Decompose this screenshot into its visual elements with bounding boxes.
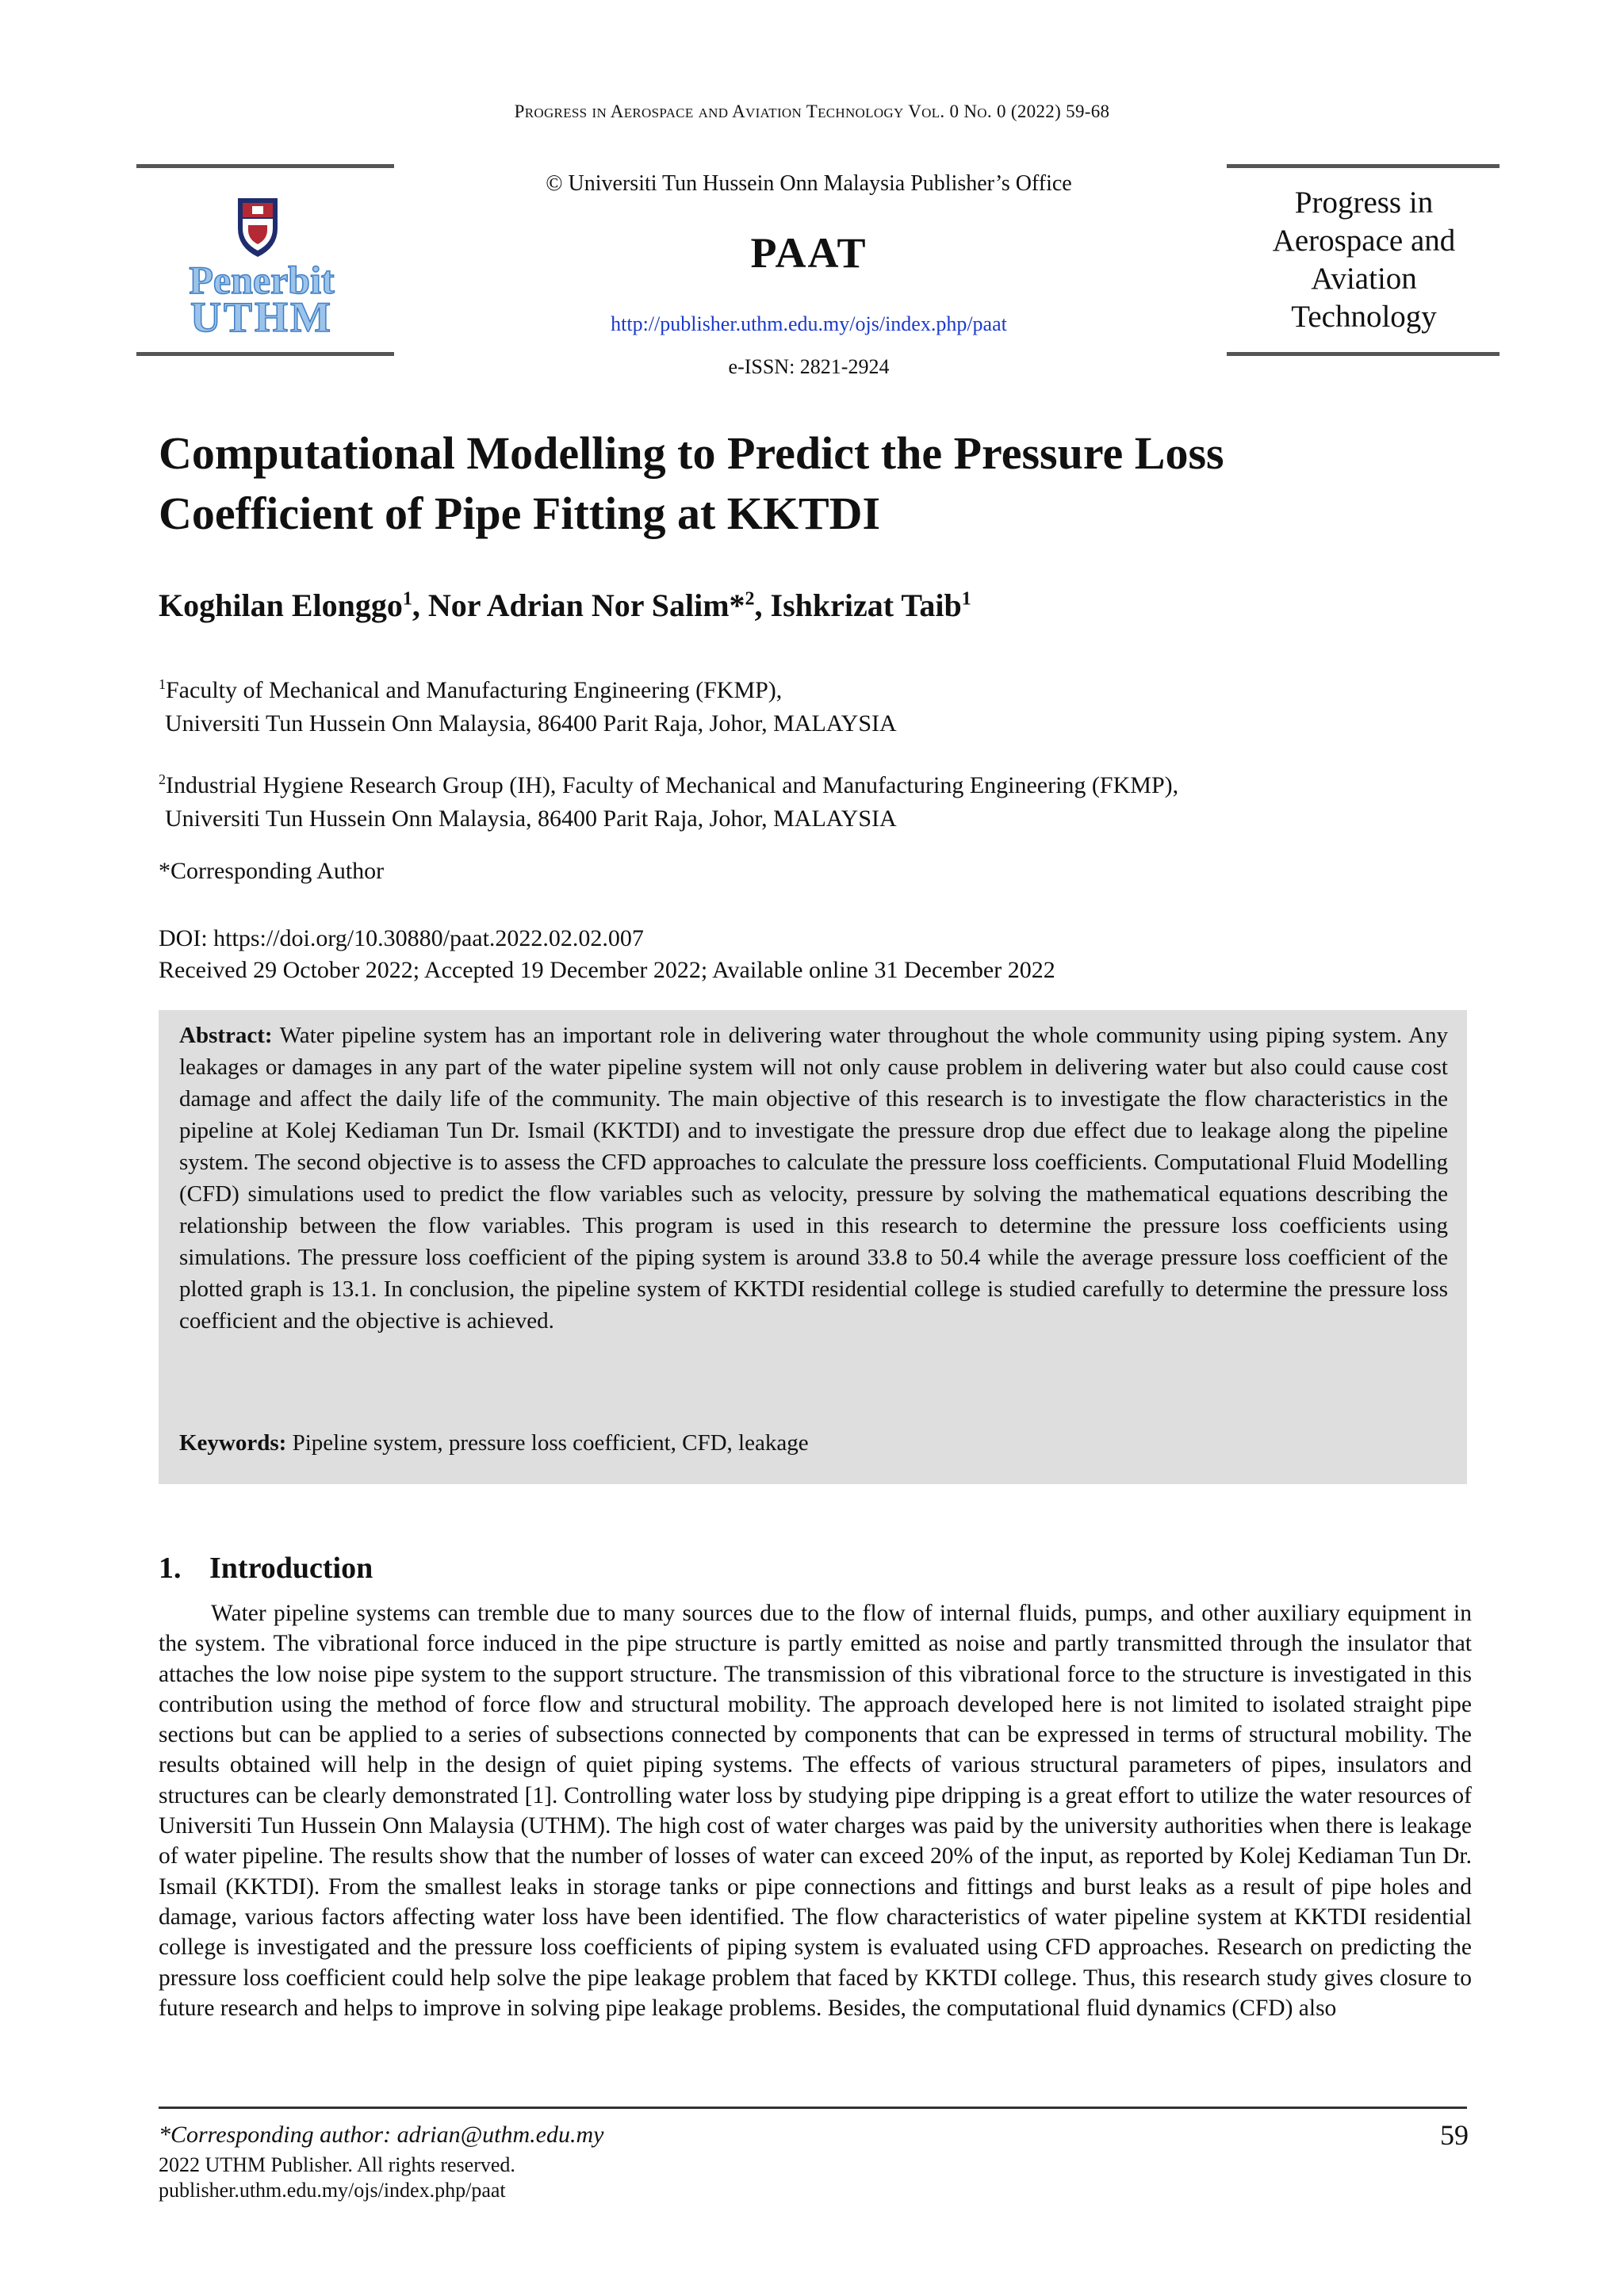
affiliation-sup: 1 <box>159 676 166 692</box>
publisher-logo-graphic <box>136 190 398 349</box>
introduction-paragraph: Water pipeline systems can tremble due to many sources due to the flow of internal fluids, pumps, and other auxiliary equipment in the system. The vibrational force induced in the pipe structure is partly emitted as noise and partly transmitted through the insulator that attaches the low noise pipe system to the support structure. The transmission of this vibrational force to the structure is investigated in this contribution using the method of force flow and structural mobility. The approach developed here is not limited to isolated straight pipe sections but can be applied to a series of subsections connected by components that can be expressed in terms of structural mobility. The results obtained will help in the design of quiet piping systems. The effects of various structural parameters of pipes, insulators and structures can be clearly demonstrated [1]. Controlling water loss by studying pipe dripping is a great effort to utilize the water resources of Universiti Tun Hussein Onn Malaysia (UTHM). The high cost of water charges was paid by the university authorities when there is leakage of water pipeline. The results show that the number of losses of water can exceed 20% of the input, as reported by Kolej Kediaman Tun Dr. Ismail (KKTDI). From the smallest leaks in storage tanks or pipe connections and fittings and burst leaks as a result of pipe holes and damage, various factors affecting water loss have been identified. The flow characteristics of water pipeline system at KKTDI residential college is investigated and the pressure loss coefficients of piping system is evaluated using CFD approaches. Research on predicting the pressure loss coefficient could help solve the pipe leakage problem that faced by KKTDI college. Thus, this research study gives closure to future research and helps to improve in solving pipe leakage problems. Besides, the computational fluid dynamics (CFD) also <box>159 1601 1472 2021</box>
masthead-rule-left-top <box>136 164 394 168</box>
journal-acronym: PAAT <box>750 229 868 277</box>
logo-text-penerbit: Penerbit <box>189 258 335 302</box>
author-affil-sup: 1 <box>961 588 971 610</box>
affiliation-line: Universiti Tun Hussein Onn Malaysia, 86400 Parit Raja, Johor, MALAYSIA <box>165 806 897 832</box>
author-name: Nor Adrian Nor Salim* <box>427 587 745 623</box>
author-affil-sup: 1 <box>402 588 412 610</box>
keywords <box>179 1430 1448 1456</box>
abstract <box>179 1020 1448 1337</box>
affiliation-line: Industrial Hygiene Research Group (IH), Faculty of Mechanical and Manufacturing Engineering (FKMP), <box>166 772 1179 798</box>
author-name: Koghilan Elonggo <box>159 587 403 623</box>
author-separator: , <box>754 587 771 623</box>
footer-rule <box>159 2107 1467 2109</box>
copyright-line: © Universiti Tun Hussein Onn Malaysia Publisher’s Office <box>546 171 1072 196</box>
author-separator: , <box>412 587 428 623</box>
article-title-line: Coefficient of Pipe Fitting at KKTDI <box>159 488 881 539</box>
affiliation-1 <box>159 668 1546 740</box>
page-number: 59 <box>1440 2119 1469 2151</box>
keywords-list: Pipeline system, pressure loss coefficient, CFD, leakage <box>292 1430 809 1456</box>
running-head-journal: PROGRESS IN AEROSPACE AND AVIATION TECHNOLOGY <box>514 101 904 121</box>
footer-site: publisher.uthm.edu.my/ojs/index.php/paat <box>159 2179 506 2202</box>
author-name: Ishkrizat Taib <box>770 587 962 623</box>
affiliation-2 <box>159 763 1546 836</box>
section-title: Introduction <box>209 1552 373 1585</box>
logo-text-uthm: UTHM <box>190 293 333 341</box>
author-list <box>159 587 1507 624</box>
eissn: e-ISSN: 2821-2924 <box>728 355 890 378</box>
running-head-issue: VOL. 0 NO. 0 (2022) 59-68 <box>908 101 1110 121</box>
abstract-body: Water pipeline system has an important role in delivering water throughout the whole community using piping system. Any leakages or damages in any part of the water pipeline system will not only cause problem in delivering water but also could cause cost damage and affect the daily life of the community. The main objective of this research is to investigate the flow characteristics in the pipeline at Kolej Kediaman Tun Dr. Ismail (KKTDI) and to investigate the pressure drop due effect due to leakage along the pipeline system. The second objective is to assess the CFD approaches to calculate the pressure loss coefficients. Computational Fluid Modelling (CFD) simulations used to predict the flow variables such as velocity, pressure by solving the mathematical equations describing the relationship between the flow variables. This program is used in this research to determine the pressure loss coefficients using simulations. The pressure loss coefficient of the piping system is around 33.8 to 50.4 while the average pressure loss coefficient of the plotted graph is 13.1. In conclusion, the pipeline system of KKTDI residential college is studied carefully to determine the pressure loss coefficient and the objective is achieved. <box>179 1023 1448 1334</box>
affiliation-line: Universiti Tun Hussein Onn Malaysia, 86400 Parit Raja, Johor, MALAYSIA <box>165 710 897 737</box>
article-title-line: Computational Modelling to Predict the Pressure Loss <box>159 427 1224 479</box>
journal-name-line: Progress in <box>1294 186 1434 220</box>
author-affil-sup: 2 <box>745 588 755 610</box>
article-title <box>159 423 1507 544</box>
journal-name-line: Aerospace and <box>1272 224 1456 258</box>
section-heading-introduction <box>159 1551 373 1586</box>
journal-name-line: Technology <box>1291 300 1437 334</box>
doi-link[interactable]: DOI: https://doi.org/10.30880/paat.2022.02.02.007 <box>159 925 644 951</box>
article-dates: Received 29 October 2022; Accepted 19 December 2022; Available online 31 December 2022 <box>159 957 1055 983</box>
keywords-label: Keywords: <box>179 1430 287 1456</box>
affiliation-sup: 2 <box>159 771 166 787</box>
masthead-rule-left-bottom <box>136 352 394 356</box>
publisher-logo <box>136 190 398 349</box>
footer-corresponding-author: *Corresponding author: adrian@uthm.edu.my <box>159 2122 604 2148</box>
abstract-label: Abstract: <box>179 1023 273 1048</box>
masthead-rule-right-top <box>1227 164 1500 168</box>
journal-url-link[interactable]: http://publisher.uthm.edu.my/ojs/index.php/paat <box>611 312 1007 335</box>
journal-name-box <box>1228 184 1500 336</box>
article-meta <box>159 923 1055 986</box>
journal-name-line: Aviation <box>1311 262 1417 296</box>
masthead-rule-right-bottom <box>1227 352 1500 356</box>
running-head <box>0 101 1624 122</box>
footer-rights: 2022 UTHM Publisher. All rights reserved. <box>159 2153 515 2176</box>
corresponding-author-note: *Corresponding Author <box>159 858 385 884</box>
section-number: 1. <box>159 1552 182 1585</box>
affiliation-line: Faculty of Mechanical and Manufacturing Engineering (FKMP), <box>166 677 783 703</box>
